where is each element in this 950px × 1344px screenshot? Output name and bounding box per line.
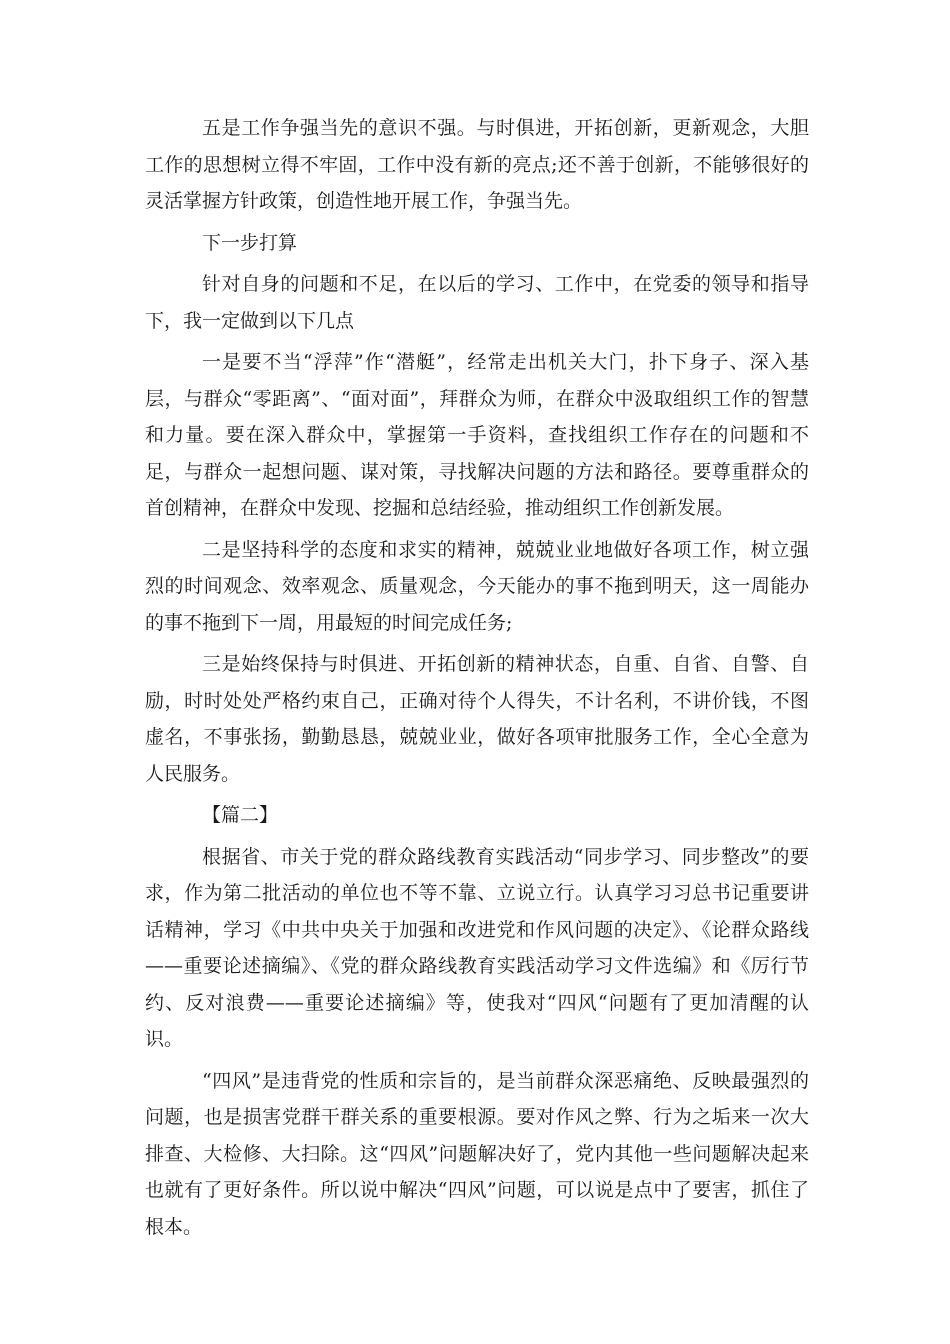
paragraph-commitment-one: 一是要不当“浮萍”作“潜艇”，经常走出机关大门，扑下身子、深入基层，与群众“零距离”、“面对面”，拜群众为师，在群众中汲取组织工作的智慧和力量。要在深入群众中，掌握第一手资料，查找组织工作存在的问题和不足，与群众一起想问题、谋对策，寻找解决问题的方法和路径。要尊重群众的首创精神，在群众中发现、挖掘和总结经验，推动组织工作创新发展。 xyxy=(145,351,809,519)
paragraph-study-requirements: 根据省、市关于党的群众路线教育实践活动“同步学习、同步整改”的要求，作为第二批活动的单位也不等不靠、立说立行。认真学习习总书记重要讲话精神，学习《中共中央关于加强和改进党和作风问题的决定》、《论群众路线——重要论述摘编》、《党的群众路线教育实践活动学习文件选编》和《厉行节约、反对浪费——重要论述摘编》等，使我对“四风“问题有了更加清醒的认识。 xyxy=(145,845,809,1050)
section-two-title: 【篇二】 xyxy=(202,804,279,826)
paragraph-intro-commitments: 针对自身的问题和不足，在以后的学习、工作中，在党委的领导和指导下，我一定做到以下几点 xyxy=(145,273,809,332)
paragraph-five-weakness: 五是工作争强当先的意识不强。与时俱进，开拓创新，更新观念，大胆工作的思想树立得不牢固，工作中没有新的亮点;还不善于创新，不能够很好的灵活掌握方针政策，创造性地开展工作，争强当先。 xyxy=(145,117,809,212)
paragraph-commitment-three: 三是始终保持与时俱进、开拓创新的精神状态，自重、自省、自警、自励，时时处处严格约束自己，正确对待个人得失，不计名利，不讲价钱，不图虚名，不事张扬，勤勤恳恳，兢兢业业，做好各项审批服务工作，全心全意为人民服务。 xyxy=(145,653,809,785)
next-steps-heading: 下一步打算 xyxy=(202,231,298,254)
paragraph-four-winds: “四风”是违背党的性质和宗旨的，是当前群众深恶痛绝、反映最强烈的问题，也是损害党群干群关系的重要根源。要对作风之弊、行为之垢来一次大排查、大检修、大扫除。这“四风”问题解决好了，党内其他一些问题解决起来也就有了更好条件。所以说中解决“四风”问题，可以说是点中了要害，抓住了根本。 xyxy=(145,1069,809,1238)
paragraph-commitment-two: 二是坚持科学的态度和求实的精神，兢兢业业地做好各项工作，树立强烈的时间观念、效率观念、质量观念，今天能办的事不拖到明天，这一周能办的事不拖到下一周，用最短的时间完成任务; xyxy=(145,538,809,634)
document-body xyxy=(145,110,809,1250)
